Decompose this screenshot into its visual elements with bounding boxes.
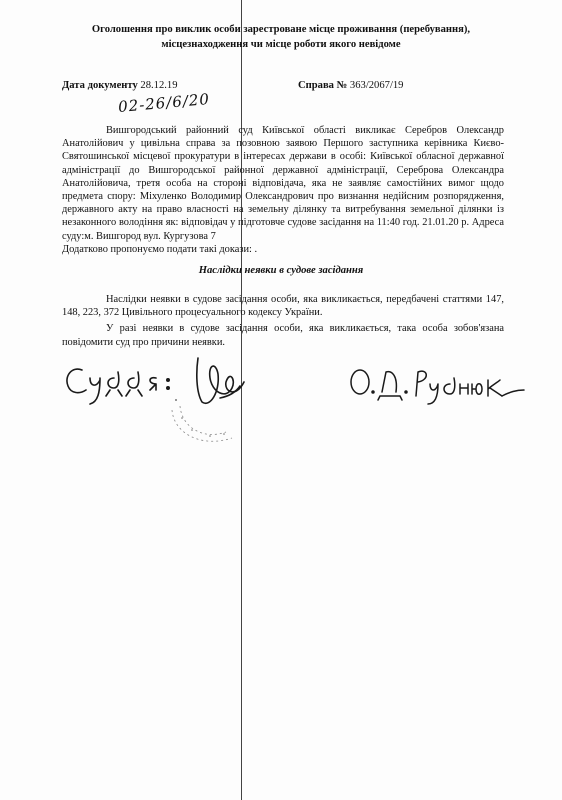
- date-value: 28.12.19: [140, 80, 178, 91]
- case-number: [298, 80, 403, 91]
- date-label: Дата документу: [62, 80, 138, 91]
- consequences-heading: Наслідки неявки в судове засідання: [198, 265, 364, 276]
- title-line-1: Оголошення про виклик особи зарестроване місце проживання (перебування),: [91, 24, 471, 35]
- title-line-2: місцезнаходження чи місце роботи якого невідоме: [161, 39, 401, 50]
- consequences-paragraph-1: Наслідки неявки в судове засідання особи, яка викликається, передбачені статтями 147, 148, 223, 372 Цивільного процесуального кодексу України.: [62, 294, 504, 319]
- evidence-line: Додатково пропонуємо подати такі докази: .: [62, 243, 258, 255]
- consequences-paragraph-2: У разі неявки в судове засідання особи, яка викликається, така особа зобов'язана повідомити суд про причини неявки.: [62, 323, 504, 348]
- case-label: Справа №: [298, 80, 348, 91]
- judge-name-handwritten: [348, 362, 528, 406]
- summons-paragraph: Вишгородський районний суд Київської області викликає Серебров Олександр Анатолійович у цивільна справа за позовною заявою Першого заступника керівника Києво-Святошинської місцевої прокуратури в інтересах держави в особі: Київської обласної державної адміністрації до Вишгородської районної державної адміністрації, Сереброва Олександра Анатолійовича, третя особа на стороні відповідача, яка не заявляє самостійних вимог щодо предмета спору: Міхуленко Володимир Олександрович про визнання недійсним розпорядження, державного акту на право власності на земельну ділянку та витребування земельної ділянки із незаконного володіння як: відповідач у підготовче судове засідання на 11:40 год. 21.01.20 р. Адреса суду:м. Вишгород вул. Кургузова 7: [62, 125, 504, 242]
- court-seal: [162, 390, 252, 450]
- document-date: [62, 80, 177, 91]
- summons-body: [62, 124, 504, 256]
- case-value: 363/2067/19: [349, 80, 404, 91]
- document-title: [40, 22, 522, 52]
- handwritten-registration-number: 02-26/6/20: [117, 90, 211, 116]
- consequences-section: [62, 293, 504, 352]
